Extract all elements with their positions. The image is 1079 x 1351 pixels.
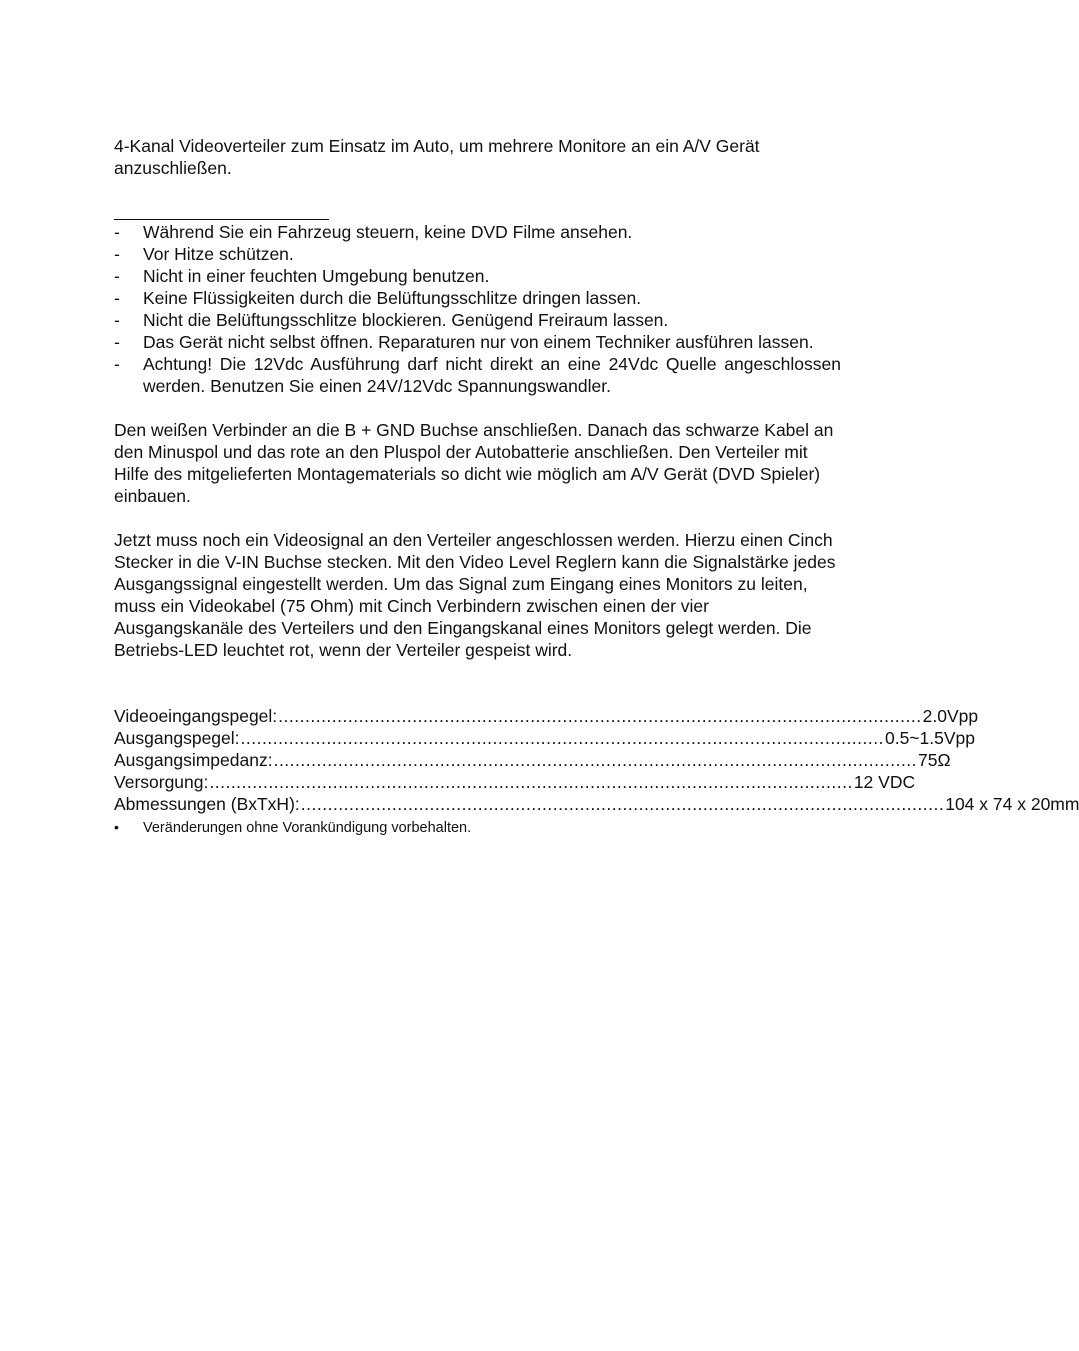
spec-label: Videoeingangspegel: — [114, 706, 278, 726]
warning-item — [114, 353, 841, 397]
spec-value: 12 VDC — [853, 772, 916, 792]
section-heading-underline — [114, 219, 329, 220]
spec-value: 104 x 74 x 20mm — [945, 794, 1079, 814]
dot-leader: ........................................................................................................................ — [273, 750, 918, 770]
list-dash: - — [114, 332, 120, 352]
warning-text: Vor Hitze schützen. — [143, 244, 294, 264]
spec-value: 0.5~1.5Vpp — [884, 728, 975, 748]
spec-label: Versorgung: — [114, 772, 209, 792]
warning-text: Nicht in einer feuchten Umgebung benutzen. — [143, 266, 490, 286]
spec-row — [114, 727, 975, 749]
list-dash: - — [114, 310, 120, 330]
spec-label: Abmessungen (BxTxH): — [114, 794, 300, 814]
disclaimer-note — [114, 817, 841, 838]
warning-text: Nicht die Belüftungsschlitze blockieren. Genügend Freiraum lassen. — [143, 310, 669, 330]
warning-item — [114, 287, 841, 309]
disclaimer-text: Veränderungen ohne Vorankündigung vorbehalten. — [143, 820, 472, 836]
warning-text: Während Sie ein Fahrzeug steuern, keine DVD Filme ansehen. — [143, 222, 633, 242]
warning-item — [114, 265, 841, 287]
spec-row — [114, 705, 979, 727]
dot-leader: ........................................................................................................................ — [209, 772, 853, 792]
warning-item — [114, 221, 841, 243]
installation-paragraph: Den weißen Verbinder an die B + GND Buchse anschließen. Danach das schwarze Kabel an den Minuspol und das rote an den Pluspol der Autobatterie anschließen. Den Verteiler mit Hilfe des mitgelieferten Montagematerials so dicht wie möglich am A/V Gerät (DVD Spieler) einbauen. — [114, 420, 834, 506]
warning-item — [114, 243, 841, 265]
spec-row — [114, 771, 916, 793]
list-dash: - — [114, 266, 120, 286]
dot-leader: ........................................................................................................................ — [240, 728, 884, 748]
safety-warnings-list — [114, 221, 841, 397]
warning-item — [114, 309, 841, 331]
spec-value: 75Ω — [918, 750, 951, 770]
spec-row — [114, 793, 1079, 815]
warning-text: Keine Flüssigkeiten durch die Belüftungsschlitze dringen lassen. — [143, 288, 642, 308]
specifications-table — [114, 705, 1079, 815]
spec-value: 2.0Vpp — [922, 706, 979, 726]
spec-label: Ausgangspegel: — [114, 728, 240, 748]
bullet-icon: • — [114, 819, 119, 835]
list-dash: - — [114, 288, 120, 308]
document-page — [114, 135, 1079, 838]
warning-item — [114, 331, 841, 353]
dot-leader: ........................................................................................................................ — [300, 794, 945, 814]
intro-paragraph: 4-Kanal Videoverteiler zum Einsatz im Auto, um mehrere Monitore an ein A/V Gerät anzuschließen. — [114, 136, 760, 178]
usage-paragraph: Jetzt muss noch ein Videosignal an den Verteiler angeschlossen werden. Hierzu einen Cinch Stecker in die V-IN Buchse stecken. Mit den Video Level Reglern kann die Signalstärke jedes Ausgangssignal eingestellt werden. Um das Signal zum Eingang eines Monitors zu leiten, muss ein Videokabel (75 Ohm) mit Cinch Verbindern zwischen einen der vier Ausgangskanäle des Verteilers und den Eingangskanal eines Monitors gelegt werden. Die Betriebs-LED leuchtet rot, wenn der Verteiler gespeist wird. — [114, 530, 836, 660]
list-dash: - — [114, 354, 120, 374]
list-dash: - — [114, 244, 120, 264]
dot-leader: ........................................................................................................................ — [278, 706, 922, 726]
warning-text: Achtung! Die 12Vdc Ausführung darf nicht direkt an eine 24Vdc Quelle angeschlossen werden. Benutzen Sie einen 24V/12Vdc Spannungswandler. — [143, 354, 841, 396]
spec-row — [114, 749, 951, 771]
warning-text: Das Gerät nicht selbst öffnen. Reparaturen nur von einem Techniker ausführen lassen. — [143, 332, 814, 352]
spec-label: Ausgangsimpedanz: — [114, 750, 273, 770]
list-dash: - — [114, 222, 120, 242]
